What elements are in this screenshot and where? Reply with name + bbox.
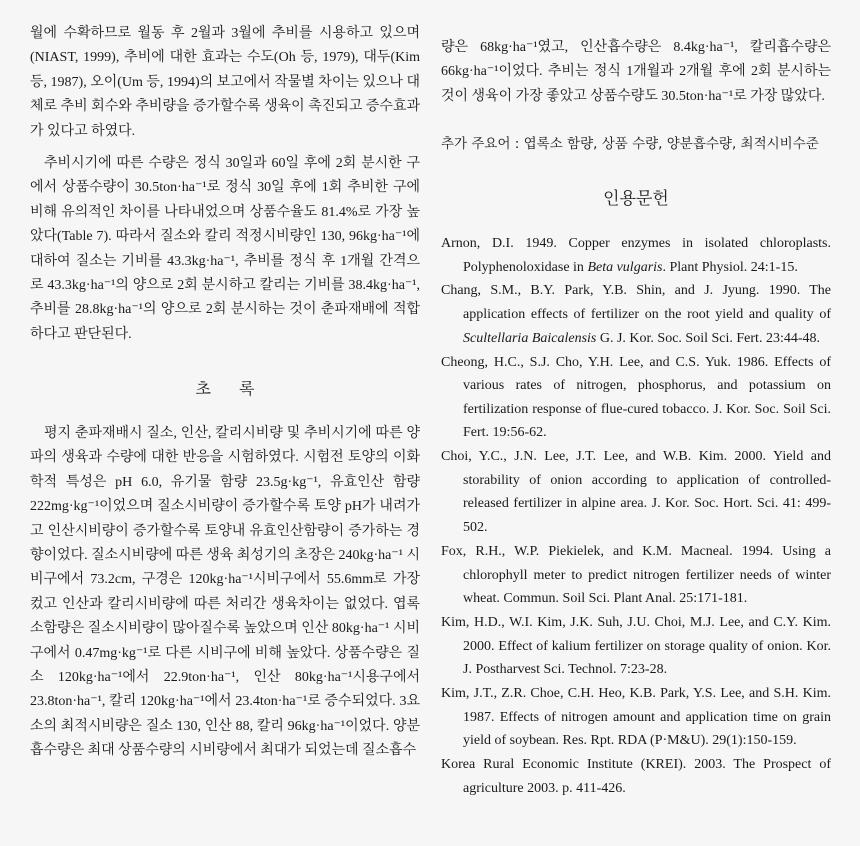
reference-item: Kim, J.T., Z.R. Choe, C.H. Heo, K.B. Park, Y.S. Lee, and S.H. Kim. 1987. Effects of nitrogen amount and application time on grain yield of soybean. Res. Rpt. RDA (P·M&U). 29(1):150-159.: [441, 686, 831, 749]
reference-item: Arnon, D.I. 1949. Copper enzymes in isolated chloroplasts. Polyphenoloxidase in Beta vulgaris. Plant Physiol. 24:1-15.: [441, 236, 831, 275]
results-paragraph: 추비시기에 따른 수량은 정식 30일과 60일 후에 2회 분시한 구에서 상품수량이 30.5ton·ha⁻¹로 정식 30일 후에 1회 추비한 구에 비해 유의적인 차이를 나타내었으며 상품수율도 81.4%로 가장 높았다(Table 7). 따라서 질소와 칼리 적정시비량인 130, 96kg·ha⁻¹에 대하여 질소는 기비를 43.3kg·ha⁻¹, 추비를 정식 후 1개월 간격으로 43.3kg·ha⁻¹의 양으로 2회 분시하고 칼리는 기비를 38.4kg·ha⁻¹, 추비를 28.8kg·ha⁻¹의 양으로 2회 분시하는 것이 춘파재배에 적합하다고 판단된다.: [30, 156, 420, 342]
abstract-continuation: 량은 68kg·ha⁻¹였고, 인산흡수량은 8.4kg·ha⁻¹, 칼리흡수량은 66kg·ha⁻¹이었다. 추비는 정식 1개월과 2개월 후에 2회 분시하는 것이 생육이 가장 좋았고 상품수량도 30.5ton·ha⁻¹로 가장 많았다.: [441, 40, 831, 104]
reference-item: Kim, H.D., W.I. Kim, J.K. Suh, J.U. Choi, M.J. Lee, and C.Y. Kim. 2000. Effect of kalium fertilizer on storage quality of onion. Kor. J. Postharvest Sci. Technol. 7:23-28.: [441, 614, 831, 678]
reference-item: Cheong, H.C., S.J. Cho, Y.H. Lee, and C.S. Yuk. 1986. Effects of various rates of nitrogen, phosphorus, and potassium on fertilization response of flue-cured tobacco. J. Kor. Soc. Soil Sci. Fert. 19:56-62.: [441, 354, 831, 441]
keywords-list: 엽록소 함량, 상품 수량, 양분흡수량, 최적시비수준: [523, 136, 819, 152]
reference-list: [441, 232, 831, 800]
additional-keywords: [441, 132, 831, 156]
reference-item: Chang, S.M., B.Y. Park, Y.B. Shin, and J. Jyung. 1990. The application effects of fertilizer on the root yield and quality of Scultellaria Baicalensis G. J. Kor. Soc. Soil Sci. Fert. 23:44-48.: [441, 283, 831, 346]
reference-item: Korea Rural Economic Institute (KREI). 2003. The Prospect of agriculture 2003. p. 411-426.: [441, 757, 831, 796]
keywords-label: 추가 주요어 :: [441, 136, 520, 152]
abstract-paragraph: 평지 춘파재배시 질소, 인산, 칼리시비량 및 추비시기에 따른 양파의 생육과 수량에 대한 반응을 시험하였다. 시험전 토양의 이화학적 특성은 pH 6.0, 유기물 함량 23.5g·kg⁻¹, 유효인산 함량 222mg·kg⁻¹이었으며 질소시비량이 증가할수록 토양 pH가 내려가고 인산시비량이 증가할수록 토양내 유효인산함량이 증가하는 경향이었다. 질소시비량에 따른 생육 최성기의 초장은 240kg·ha⁻¹ 시비구에서 73.2cm, 구경은 120kg·ha⁻¹시비구에서 55.6mm로 가장 컸고 인산과 칼리시비량에 따른 처리간 생육차이는 없었다. 엽록소함량은 질소시비량이 많아질수록 높았으며 인산 80kg·ha⁻¹ 시비구에서 0.47mg·kg⁻¹로 다른 시비구에 비해 높았다. 상품수량은 질소 120kg·ha⁻¹에서 22.9ton·ha⁻¹, 인산 80kg·ha⁻¹시용구에서 23.8ton·ha⁻¹, 칼리 120kg·ha⁻¹에서 23.4ton·ha⁻¹로 증수되었다. 3요소의 최적시비량은 질소 130, 인산 88, 칼리 96kg·ha⁻¹이었다. 양분흡수량은 최대 상품수량의 시비량에서 최대가 되었는데 질소흡수: [30, 426, 420, 759]
references-heading: 인용문헌: [603, 189, 669, 209]
intro-paragraph: 월에 수확하므로 월동 후 2월과 3월에 추비를 시용하고 있으며 (NIAST, 1999), 추비에 대한 효과는 수도(Oh 등, 1979), 대두(Kim 등, 1987), 오이(Um 등, 1994)의 보고에서 작물별 차이는 있으나 대체로 추비 회수와 추비량을 증가할수록 생육이 촉진되고 증수효과가 있다고 하였다.: [30, 26, 420, 139]
abstract-heading: 초록: [195, 379, 283, 398]
reference-item: Choi, Y.C., J.N. Lee, J.T. Lee, and W.B. Kim. 2000. Yield and storability of onion according to application of controlled-released fertilizer in alpine area. J. Kor. Soc. Hort. Sci. 41: 499-502.: [441, 449, 831, 536]
reference-item: Fox, R.H., W.P. Piekielek, and K.M. Macneal. 1994. Using a chlorophyll meter to predict nitrogen fertilizer needs of winter wheat. Commun. Soil Sci. Plant Anal. 25:171-181.: [441, 543, 831, 607]
